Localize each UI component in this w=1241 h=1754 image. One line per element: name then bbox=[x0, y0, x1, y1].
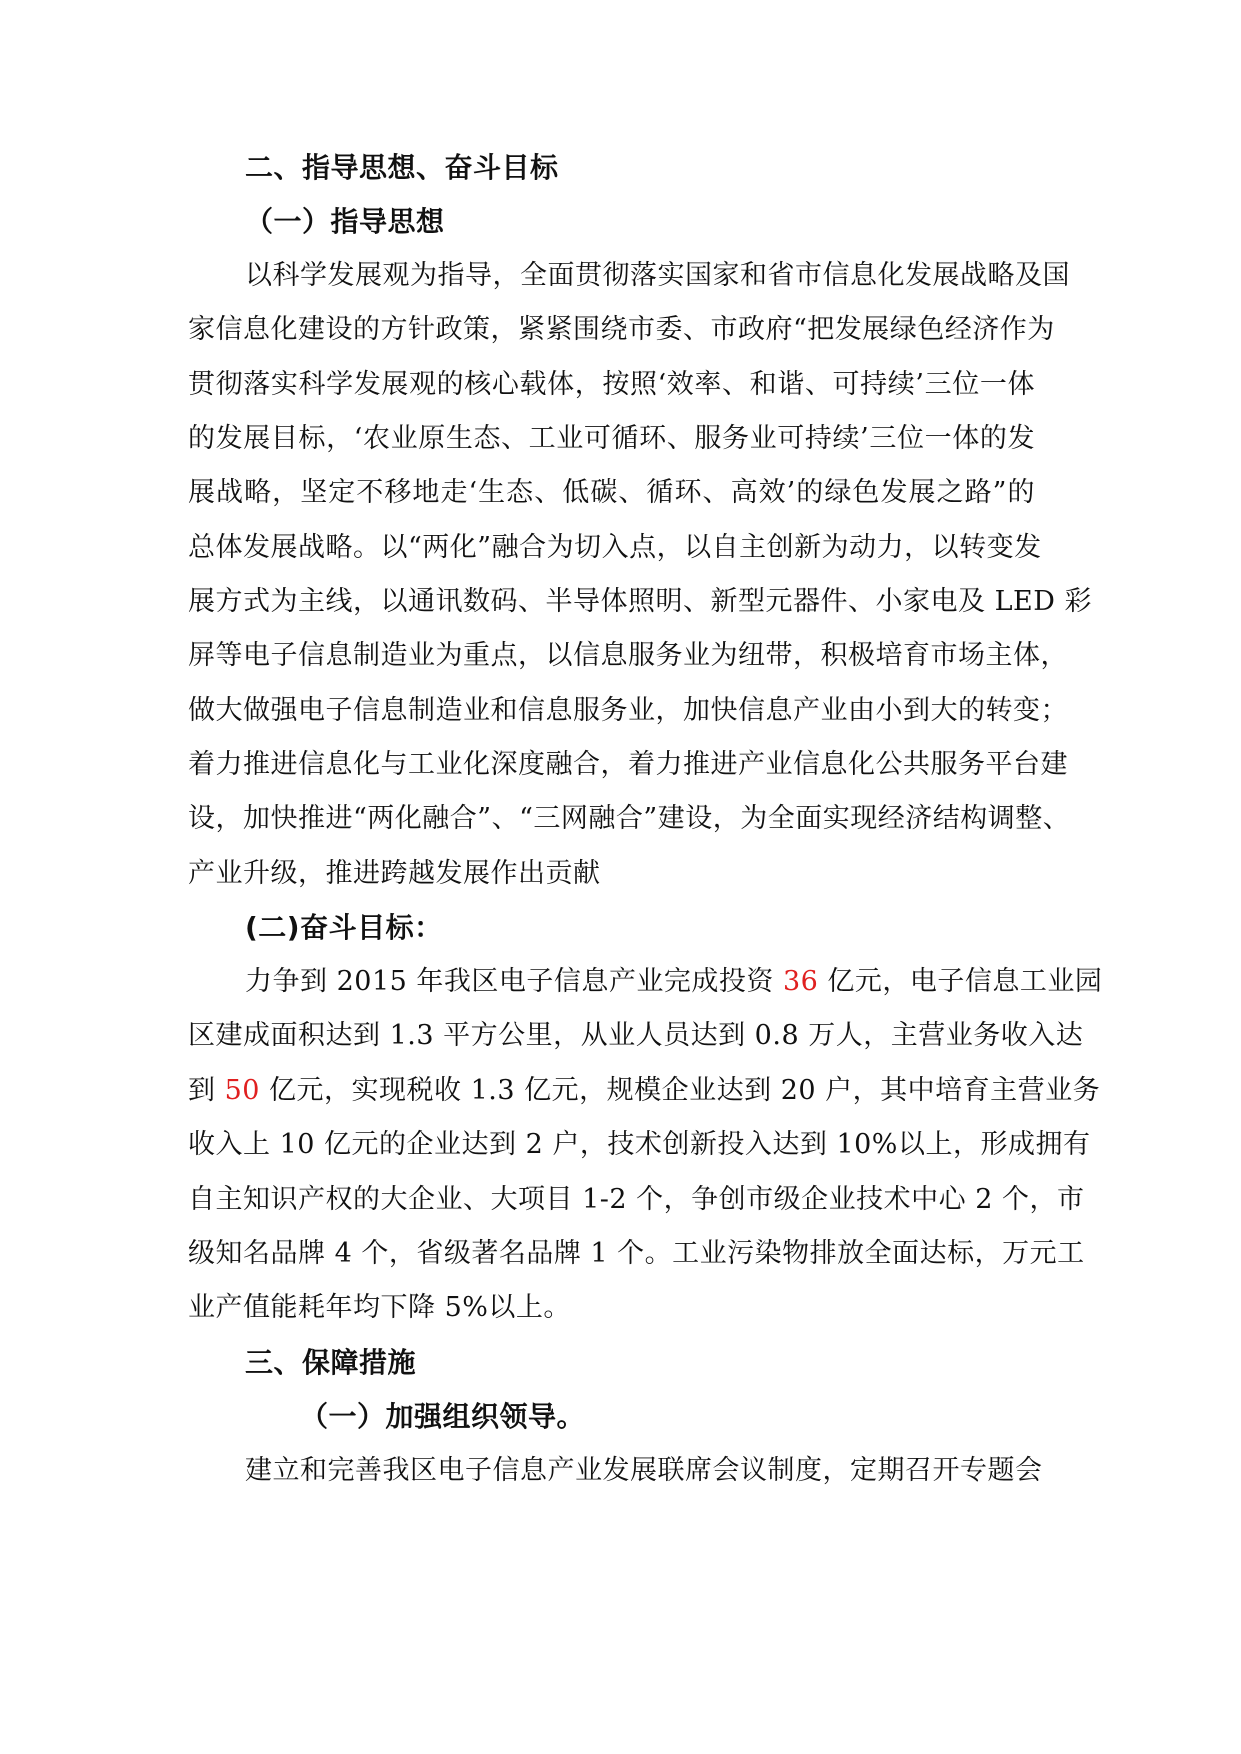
section-heading-safeguards: 三、保障措施 bbox=[245, 1346, 417, 1379]
subheading-goals: (二)奋斗目标： bbox=[245, 911, 443, 944]
revenue-amount-highlight: 50 bbox=[224, 1075, 260, 1106]
goals-line-1 bbox=[245, 962, 1103, 1002]
guiding-paragraph-line-4: 的发展目标，‘农业原生态、工业可循环、服务业可持续’三位一体的发 bbox=[188, 423, 1035, 454]
guiding-paragraph-line-9: 做大做强电子信息制造业和信息服务业，加快信息产业由小到大的转变； bbox=[188, 695, 1068, 726]
guiding-paragraph-line-5: 展战略，坚定不移地走‘生态、低碳、循环、高效’的绿色发展之路”的 bbox=[188, 477, 1035, 508]
guiding-paragraph-line-7: 展方式为主线，以通讯数码、半导体照明、新型元器件、小家电及 LED 彩 bbox=[188, 586, 1092, 617]
guiding-paragraph-line-1: 以科学发展观为指导，全面贯彻落实国家和省市信息化发展战略及国 bbox=[245, 260, 1070, 291]
subheading-strengthen-leadership: （一）加强组织领导。 bbox=[300, 1400, 586, 1433]
goals-line-5: 自主知识产权的大企业、大项目 1-2 个，争创市级企业技术中心 2 个，市 bbox=[188, 1184, 1085, 1215]
section-heading-guiding-goals: 二、指导思想、奋斗目标 bbox=[245, 151, 559, 184]
guiding-paragraph-line-6: 总体发展战略。以“两化”融合为切入点，以自主创新为动力，以转变发 bbox=[188, 532, 1042, 563]
guiding-paragraph-line-12: 产业升级，推进跨越发展作出贡献 bbox=[188, 858, 601, 889]
goals-line-1-text-a: 力争到 2015 年我区电子信息产业完成投资 bbox=[245, 966, 783, 997]
goals-line-3-text-b: 亿元，实现税收 1.3 亿元，规模企业达到 20 户，其中培育主营业务 bbox=[259, 1075, 1101, 1106]
goals-line-4: 收入上 10 亿元的企业达到 2 户，技术创新投入达到 10%以上，形成拥有 bbox=[188, 1129, 1091, 1160]
goals-line-3-text-a: 到 bbox=[188, 1075, 225, 1106]
goals-line-7: 业产值能耗年均下降 5%以上。 bbox=[188, 1292, 571, 1323]
measures-paragraph-line-1: 建立和完善我区电子信息产业发展联席会议制度，定期召开专题会 bbox=[245, 1455, 1043, 1486]
guiding-paragraph-line-11: 设，加快推进“两化融合”、“三网融合”建设，为全面实现经济结构调整、 bbox=[188, 803, 1071, 834]
goals-line-6: 级知名品牌 4 个，省级著名品牌 1 个。工业污染物排放全面达标，万元工 bbox=[188, 1238, 1085, 1269]
guiding-paragraph-line-10: 着力推进信息化与工业化深度融合，着力推进产业信息化公共服务平台建 bbox=[188, 749, 1068, 780]
subheading-guiding-ideology: （一）指导思想 bbox=[245, 205, 445, 238]
guiding-paragraph-line-3: 贯彻落实科学发展观的核心载体，按照‘效率、和谐、可持续’三位一体 bbox=[188, 369, 1035, 400]
investment-amount-highlight: 36 bbox=[782, 966, 819, 997]
goals-line-1-text-b: 亿元，电子信息工业园 bbox=[818, 966, 1103, 997]
goals-line-2: 区建成面积达到 1.3 平方公里，从业人员达到 0.8 万人，主营业务收入达 bbox=[188, 1020, 1084, 1051]
guiding-paragraph-line-8: 屏等电子信息制造业为重点，以信息服务业为纽带，积极培育市场主体， bbox=[188, 640, 1068, 671]
goals-line-3 bbox=[188, 1071, 1101, 1111]
guiding-paragraph-line-2: 家信息化建设的方针政策，紧紧围绕市委、市政府“把发展绿色经济作为 bbox=[188, 314, 1055, 345]
